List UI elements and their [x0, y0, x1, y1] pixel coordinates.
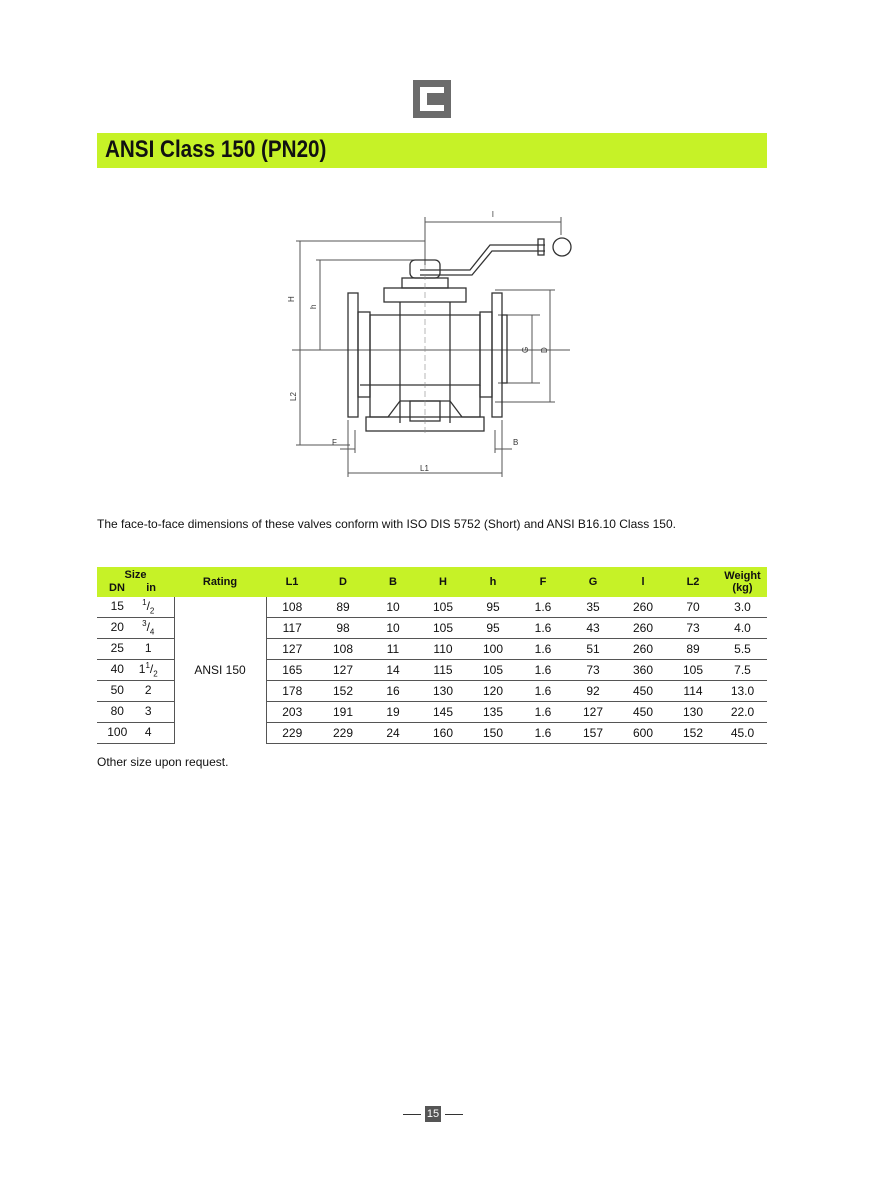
dim-label-l: l	[492, 210, 494, 219]
cell-weight: 45.0	[718, 723, 767, 744]
inch-value	[130, 724, 166, 741]
dim-label-L1: L1	[420, 464, 429, 473]
valve-drawing	[270, 205, 590, 490]
company-logo	[413, 80, 451, 118]
inch-value	[130, 703, 166, 720]
weight-unit: (kg)	[732, 582, 753, 594]
weight-label: Weight	[724, 570, 761, 582]
dim-label-L2: L2	[289, 392, 298, 401]
inch-whole: 3	[144, 704, 152, 719]
cell-l: 260	[618, 618, 668, 639]
cell-F: 1.6	[518, 660, 568, 681]
cell-D: 191	[318, 702, 368, 723]
cell-l: 260	[618, 597, 668, 618]
cell-h: 95	[468, 597, 518, 618]
cell-F: 1.6	[518, 597, 568, 618]
cell-L1: 108	[266, 597, 318, 618]
cell-F: 1.6	[518, 618, 568, 639]
inch-denominator: 4	[149, 627, 155, 637]
cell-L1: 127	[266, 639, 318, 660]
cell-H: 130	[418, 681, 468, 702]
cell-G: 51	[568, 639, 618, 660]
size-header	[97, 567, 174, 597]
rating-cell: ANSI 150	[174, 597, 266, 744]
cell-G: 127	[568, 702, 618, 723]
dim-label-D: D	[540, 347, 549, 353]
cell-L1: 229	[266, 723, 318, 744]
cell-H: 105	[418, 597, 468, 618]
col-header-l: l	[618, 567, 668, 597]
inch-denominator: 2	[149, 606, 155, 616]
cell-weight: 13.0	[718, 681, 767, 702]
inch-value	[130, 640, 166, 657]
page-number	[403, 1106, 463, 1122]
cell-B: 10	[368, 618, 418, 639]
dim-label-h: h	[309, 304, 318, 309]
cell-H: 160	[418, 723, 468, 744]
dn-value: 40	[110, 662, 124, 677]
cell-h: 120	[468, 681, 518, 702]
dn-cell	[97, 639, 174, 660]
col-header-H: H	[418, 567, 468, 597]
size-label: Size	[124, 569, 147, 581]
inch-whole: 1	[144, 641, 152, 656]
dn-cell	[97, 618, 174, 639]
cell-L2: 114	[668, 681, 718, 702]
inch-whole: 2	[144, 683, 152, 698]
inch-value: $^1/_2$	[142, 598, 155, 616]
cell-L1: 178	[266, 681, 318, 702]
cell-D: 98	[318, 618, 368, 639]
footnote: Other size upon request.	[97, 755, 229, 769]
cell-G: 43	[568, 618, 618, 639]
cell-h: 150	[468, 723, 518, 744]
inch-whole: 4	[144, 725, 152, 740]
weight-header	[718, 567, 767, 597]
cell-D: 89	[318, 597, 368, 618]
dn-value: 15	[110, 599, 124, 614]
inch-whole: 1	[138, 662, 146, 677]
dn-cell	[97, 702, 174, 723]
cell-h: 100	[468, 639, 518, 660]
cell-F: 1.6	[518, 681, 568, 702]
cell-l: 450	[618, 702, 668, 723]
cell-B: 14	[368, 660, 418, 681]
dn-value: 50	[110, 683, 124, 698]
cell-H: 115	[418, 660, 468, 681]
dim-label-F: F	[332, 438, 337, 447]
cell-L2: 152	[668, 723, 718, 744]
cell-h: 95	[468, 618, 518, 639]
col-header-L1: L1	[266, 567, 318, 597]
col-header-F: F	[518, 567, 568, 597]
dn-label: DN	[109, 582, 125, 594]
cell-H: 145	[418, 702, 468, 723]
cell-G: 157	[568, 723, 618, 744]
cell-D: 127	[318, 660, 368, 681]
cell-G: 73	[568, 660, 618, 681]
page-title: ANSI Class 150 (PN20)	[105, 136, 327, 163]
col-header-L2: L2	[668, 567, 718, 597]
cell-B: 10	[368, 597, 418, 618]
dn-cell	[97, 660, 174, 681]
col-header-D: D	[318, 567, 368, 597]
cell-L2: 73	[668, 618, 718, 639]
cell-D: 229	[318, 723, 368, 744]
cell-B: 24	[368, 723, 418, 744]
dim-label-H: H	[287, 296, 296, 302]
table-row	[97, 597, 767, 618]
cell-B: 16	[368, 681, 418, 702]
cell-l: 360	[618, 660, 668, 681]
in-label: in	[146, 582, 156, 594]
cell-L1: 117	[266, 618, 318, 639]
cell-L2: 89	[668, 639, 718, 660]
dn-cell	[97, 723, 174, 744]
inch-value: $1^1/_2$	[138, 661, 158, 679]
cell-F: 1.6	[518, 723, 568, 744]
cell-weight: 22.0	[718, 702, 767, 723]
cell-H: 110	[418, 639, 468, 660]
cell-L2: 70	[668, 597, 718, 618]
inch-numerator: 3	[142, 619, 147, 629]
dimensions-table	[97, 567, 767, 744]
cell-l: 260	[618, 639, 668, 660]
cell-l: 450	[618, 681, 668, 702]
table-header-row	[97, 567, 767, 597]
cell-B: 11	[368, 639, 418, 660]
cell-G: 92	[568, 681, 618, 702]
rating-header: Rating	[174, 567, 266, 597]
cell-L2: 105	[668, 660, 718, 681]
dn-value: 100	[107, 725, 128, 740]
cell-l: 600	[618, 723, 668, 744]
cell-L2: 130	[668, 702, 718, 723]
conformity-text: The face-to-face dimensions of these valves conform with ISO DIS 5752 (Short) and ANSI B16.10 Class 150.	[97, 517, 676, 531]
cell-weight: 5.5	[718, 639, 767, 660]
inch-numerator: 1	[142, 598, 147, 608]
cell-L1: 203	[266, 702, 318, 723]
cell-h: 105	[468, 660, 518, 681]
inch-value	[130, 682, 166, 699]
cell-weight: 3.0	[718, 597, 767, 618]
page-number-value: 15	[426, 1108, 440, 1120]
dim-label-G: G	[521, 346, 530, 353]
col-header-h: h	[468, 567, 518, 597]
cell-D: 152	[318, 681, 368, 702]
cell-weight: 7.5	[718, 660, 767, 681]
inch-value: $^3/_4$	[142, 619, 155, 637]
dn-cell	[97, 597, 174, 618]
inch-numerator: 1	[145, 661, 150, 671]
cell-F: 1.6	[518, 639, 568, 660]
inch-denominator: 2	[153, 669, 158, 679]
col-header-B: B	[368, 567, 418, 597]
cell-weight: 4.0	[718, 618, 767, 639]
cell-F: 1.6	[518, 702, 568, 723]
cell-G: 35	[568, 597, 618, 618]
title-bar	[97, 133, 767, 168]
cell-H: 105	[418, 618, 468, 639]
dim-label-B: B	[513, 438, 519, 447]
dn-cell	[97, 681, 174, 702]
cell-D: 108	[318, 639, 368, 660]
cell-L1: 165	[266, 660, 318, 681]
cell-B: 19	[368, 702, 418, 723]
dn-value: 25	[110, 641, 124, 656]
cell-h: 135	[468, 702, 518, 723]
col-header-G: G	[568, 567, 618, 597]
dn-value: 20	[110, 620, 124, 635]
dn-value: 80	[110, 704, 124, 719]
